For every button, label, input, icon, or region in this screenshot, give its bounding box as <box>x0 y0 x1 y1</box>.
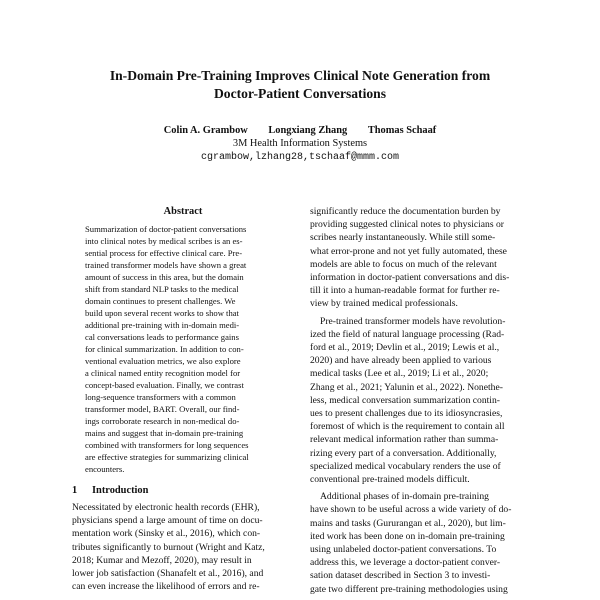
section-number: 1 <box>72 485 78 496</box>
text-line: physicians spend a large amount of time on docu- <box>72 515 263 527</box>
text-line: transformer model, BART. Overall, our find- <box>85 404 240 414</box>
section-heading-introduction <box>72 484 294 497</box>
text-line: Pre-trained transformer models have revolution- <box>320 315 506 327</box>
text-line: 2018; Kumar and Mezoff, 2020), may result in <box>72 554 252 566</box>
title-line: Doctor-Patient Conversations <box>213 86 387 101</box>
text-line: a clinical named entity recognition model for <box>85 368 241 378</box>
text-line: conventional pre-trained models difficult. <box>310 474 470 486</box>
paragraph <box>310 490 532 596</box>
text-line: cal conversations leads to performance gains <box>85 332 239 342</box>
title-line: In-Domain Pre-Training Improves Clinical Note Generation from <box>109 68 491 83</box>
author-name: Thomas Schaaf <box>367 125 437 136</box>
text-line: trained transformer models have shown a great <box>85 260 247 270</box>
paragraph <box>310 315 532 487</box>
text-line: for clinical summarization. In addition to con- <box>85 344 244 354</box>
text-line: concept-based evaluation. Finally, we contrast <box>85 380 244 390</box>
text-line: amount of success in this area, but the domain <box>85 272 244 282</box>
text-line: Zhang et al., 2021; Yalunin et al., 2022). Nonethe- <box>310 381 503 393</box>
text-line: encounters. <box>85 464 125 474</box>
left-column <box>72 205 294 593</box>
text-line: ized the field of natural language processing (Rad- <box>310 328 505 340</box>
text-line: long-sequence transformers with a common <box>85 392 236 402</box>
text-line: sential process for effective clinical care. Pre- <box>85 248 243 258</box>
author-name: Longxiang Zhang <box>268 125 348 136</box>
text-line: mentation work (Sinsky et al., 2016), which con- <box>72 528 261 540</box>
text-line: ited work has been done on in-domain pre-training <box>310 530 505 542</box>
paragraph <box>310 205 532 311</box>
text-line: mains and suggest that in-domain pre-training <box>85 428 244 438</box>
text-line: relevant medical information rather than summa- <box>310 434 499 446</box>
text-line: shift from standard NLP tasks to the medical <box>85 284 239 294</box>
text-line: 2020) and have already been applied to various <box>310 355 492 367</box>
text-line: Additional phases of in-domain pre-training <box>320 491 489 503</box>
text-line: mains and tasks (Gururangan et al., 2020), but lim- <box>310 517 506 529</box>
abstract-body <box>85 223 281 475</box>
text-line: combined with transformers for long sequences <box>85 440 249 450</box>
text-line: models are able to focus on much of the relevant <box>310 258 497 270</box>
text-line: domain continues to present challenges. We <box>85 296 236 306</box>
text-line: ings corroborate research in non-medical do- <box>85 416 240 426</box>
text-line: Summarization of doctor-patient conversations <box>85 224 247 234</box>
text-line: into clinical notes by medical scribes is an es- <box>85 236 243 246</box>
text-line: gate two different pre-training methodologies using <box>310 583 508 595</box>
text-line: information in doctor-patient conversations and dis- <box>310 272 510 284</box>
text-line: rizing every part of a conversation. Additionally, <box>310 447 497 459</box>
text-line: ford et al., 2019; Devlin et al., 2019; Lewis et al., <box>310 342 500 354</box>
text-line: sation dataset described in Section 3 to investi- <box>310 570 491 582</box>
text-line: till it into a human-readable format for further re- <box>310 285 500 297</box>
text-line: what error-prone and not yet fully automated, these <box>310 245 507 257</box>
section-title: Introduction <box>92 485 149 496</box>
text-line: medical tasks (Lee et al., 2019; Li et al., 2020; <box>310 368 489 380</box>
text-line: providing suggested clinical notes to physicians or <box>310 219 504 231</box>
text-line: significantly reduce the documentation burden by <box>310 206 501 217</box>
text-line: can even increase the likelihood of errors and re- <box>72 581 260 593</box>
text-line: specialized medical vocabulary renders the use of <box>310 460 501 472</box>
abstract-heading: Abstract <box>163 206 203 217</box>
text-line: foremost of which is the requirement to contain all <box>310 421 505 433</box>
text-line: ues to present challenges due to its idiosyncrasies, <box>310 408 503 420</box>
introduction-body <box>72 501 294 593</box>
text-line: using unlabeled doctor-patient conversations. To <box>310 544 497 556</box>
text-line: are effective strategies for summarizing clinical <box>85 452 249 462</box>
text-line: build upon several recent works to show that <box>85 308 239 318</box>
author-list <box>60 124 540 137</box>
text-line: view by trained medical professionals. <box>310 298 458 310</box>
text-line: scribes nearly instantaneously. While still some- <box>310 232 496 244</box>
text-line: less, medical conversation summarization contin- <box>310 394 500 406</box>
text-line: additional pre-training with in-domain medi- <box>85 320 240 330</box>
author-name: Colin A. Grambow <box>163 125 248 136</box>
text-line: have shown to be useful across a wide variety of do- <box>310 504 512 516</box>
text-line: ventional evaluation metrics, we also explore <box>85 356 241 366</box>
text-line: tributes significantly to burnout (Wright and Katz, <box>72 541 265 553</box>
affiliation: 3M Health Information Systems <box>232 138 368 149</box>
text-line: Necessitated by electronic health records (EHR), <box>72 502 260 513</box>
author-emails: cgrambow,lzhang28,tschaaf@mmm.com <box>200 152 400 163</box>
right-column <box>310 205 532 596</box>
paper-title <box>60 67 540 103</box>
text-line: lower job satisfaction (Shanafelt et al., 2016), and <box>72 568 264 580</box>
text-line: address this, we leverage a doctor-patient conver- <box>310 557 501 569</box>
